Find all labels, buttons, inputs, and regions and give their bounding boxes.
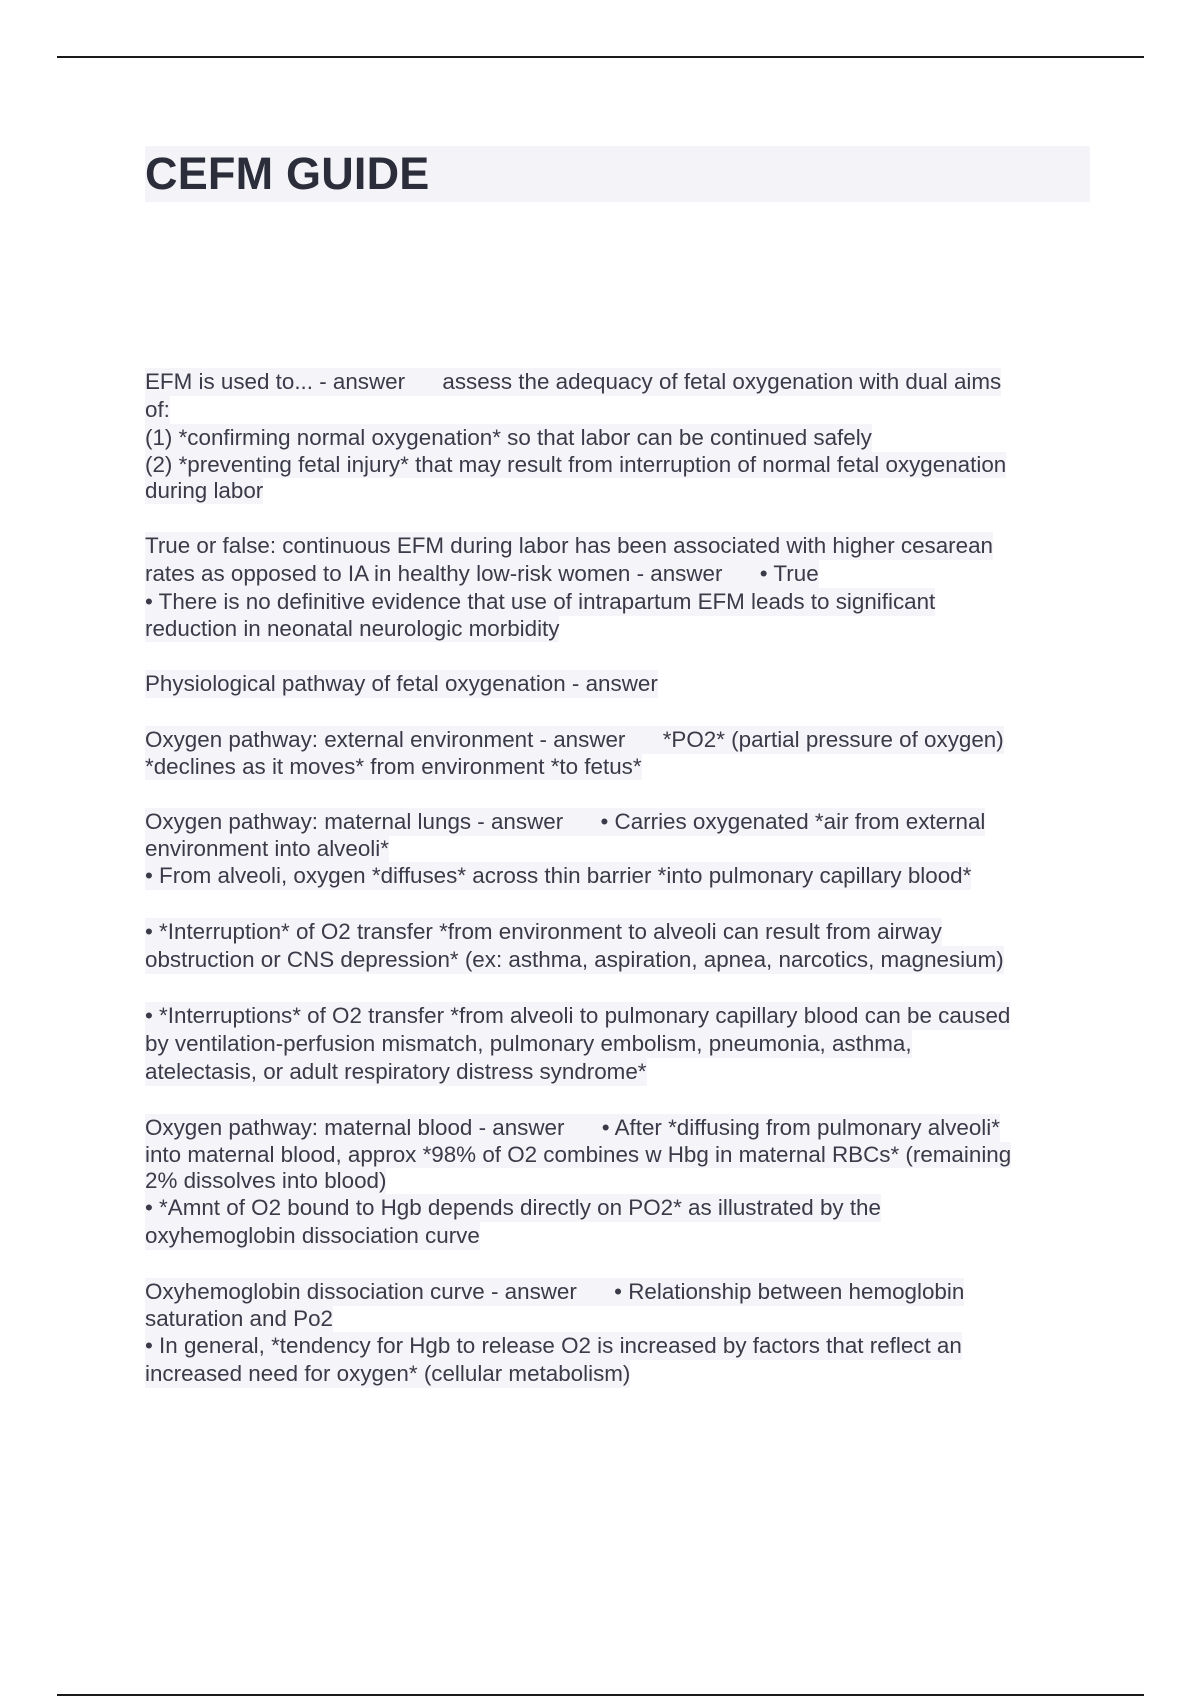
text-line: • There is no definitive evidence that use of intrapartum EFM leads to significant [145, 589, 936, 614]
text-line: increased need for oxygen* (cellular metabolism) [145, 1361, 631, 1386]
text-line: reduction in neonatal neurologic morbidity [145, 616, 560, 641]
text-line: by ventilation-perfusion mismatch, pulmonary embolism, pneumonia, asthma, [145, 1031, 912, 1056]
text-line: True or false: continuous EFM during labor has been associated with higher cesarean [145, 533, 994, 558]
text-line: during labor [145, 478, 264, 503]
text-line: obstruction or CNS depression* (ex: asthma, aspiration, apnea, narcotics, magnesium) [145, 947, 1004, 972]
qa-block-physiological-pathway [145, 670, 1090, 698]
text-line: • From alveoli, oxygen *diffuses* across thin barrier *into pulmonary capillary blood* [145, 863, 972, 888]
qa-block-maternal-lungs [145, 808, 1090, 890]
qa-block-external-environment [145, 726, 1090, 780]
text-line: • *Interruptions* of O2 transfer *from alveoli to pulmonary capillary blood can be caused [145, 1003, 1011, 1028]
top-rule [57, 56, 1144, 58]
text-line: Oxygen pathway: maternal blood - answer • After *diffusing from pulmonary alveoli* [145, 1115, 1000, 1140]
text-line: • *Amnt of O2 bound to Hgb depends directly on PO2* as illustrated by the [145, 1195, 881, 1220]
text-line: Physiological pathway of fetal oxygenation - answer [145, 671, 658, 696]
text-line: of: [145, 397, 170, 422]
text-line: atelectasis, or adult respiratory distress syndrome* [145, 1059, 647, 1084]
text-line: Oxyhemoglobin dissociation curve - answer • Relationship between hemoglobin [145, 1279, 965, 1304]
text-line: • In general, *tendency for Hgb to release O2 is increased by factors that reflect an [145, 1333, 962, 1358]
text-line: environment into alveoli* [145, 836, 389, 861]
text-line: (2) *preventing fetal injury* that may result from interruption of normal fetal oxygenation [145, 452, 1007, 477]
text-line: Oxygen pathway: maternal lungs - answer • Carries oxygenated *air from external [145, 809, 986, 834]
qa-block-maternal-blood [145, 1114, 1090, 1250]
qa-block-efm-purpose [145, 368, 1090, 504]
document-title: CEFM GUIDE [145, 148, 430, 199]
text-line: • *Interruption* of O2 transfer *from environment to alveoli can result from airway [145, 919, 942, 944]
text-line: EFM is used to... - answer assess the adequacy of fetal oxygenation with dual aims [145, 369, 1002, 394]
text-line: Oxygen pathway: external environment - answer *PO2* (partial pressure of oxygen) [145, 727, 1004, 752]
text-line: rates as opposed to IA in healthy low-risk women - answer • True [145, 561, 819, 586]
text-line: oxyhemoglobin dissociation curve [145, 1223, 480, 1248]
text-line: saturation and Po2 [145, 1306, 333, 1331]
text-line: *declines as it moves* from environment *to fetus* [145, 754, 642, 779]
text-line: (1) *confirming normal oxygenation* so that labor can be continued safely [145, 425, 872, 450]
bullet-block-capillary-interruption [145, 1002, 1090, 1086]
bullet-block-airway-interruption [145, 918, 1090, 974]
document-body [145, 368, 1090, 1416]
text-line: into maternal blood, approx *98% of O2 combines w Hbg in maternal RBCs* (remaining [145, 1142, 1012, 1167]
bottom-rule [57, 1694, 1144, 1696]
qa-block-oxyhemoglobin-curve [145, 1278, 1090, 1388]
text-line: 2% dissolves into blood) [145, 1168, 387, 1193]
qa-block-true-false [145, 532, 1090, 642]
